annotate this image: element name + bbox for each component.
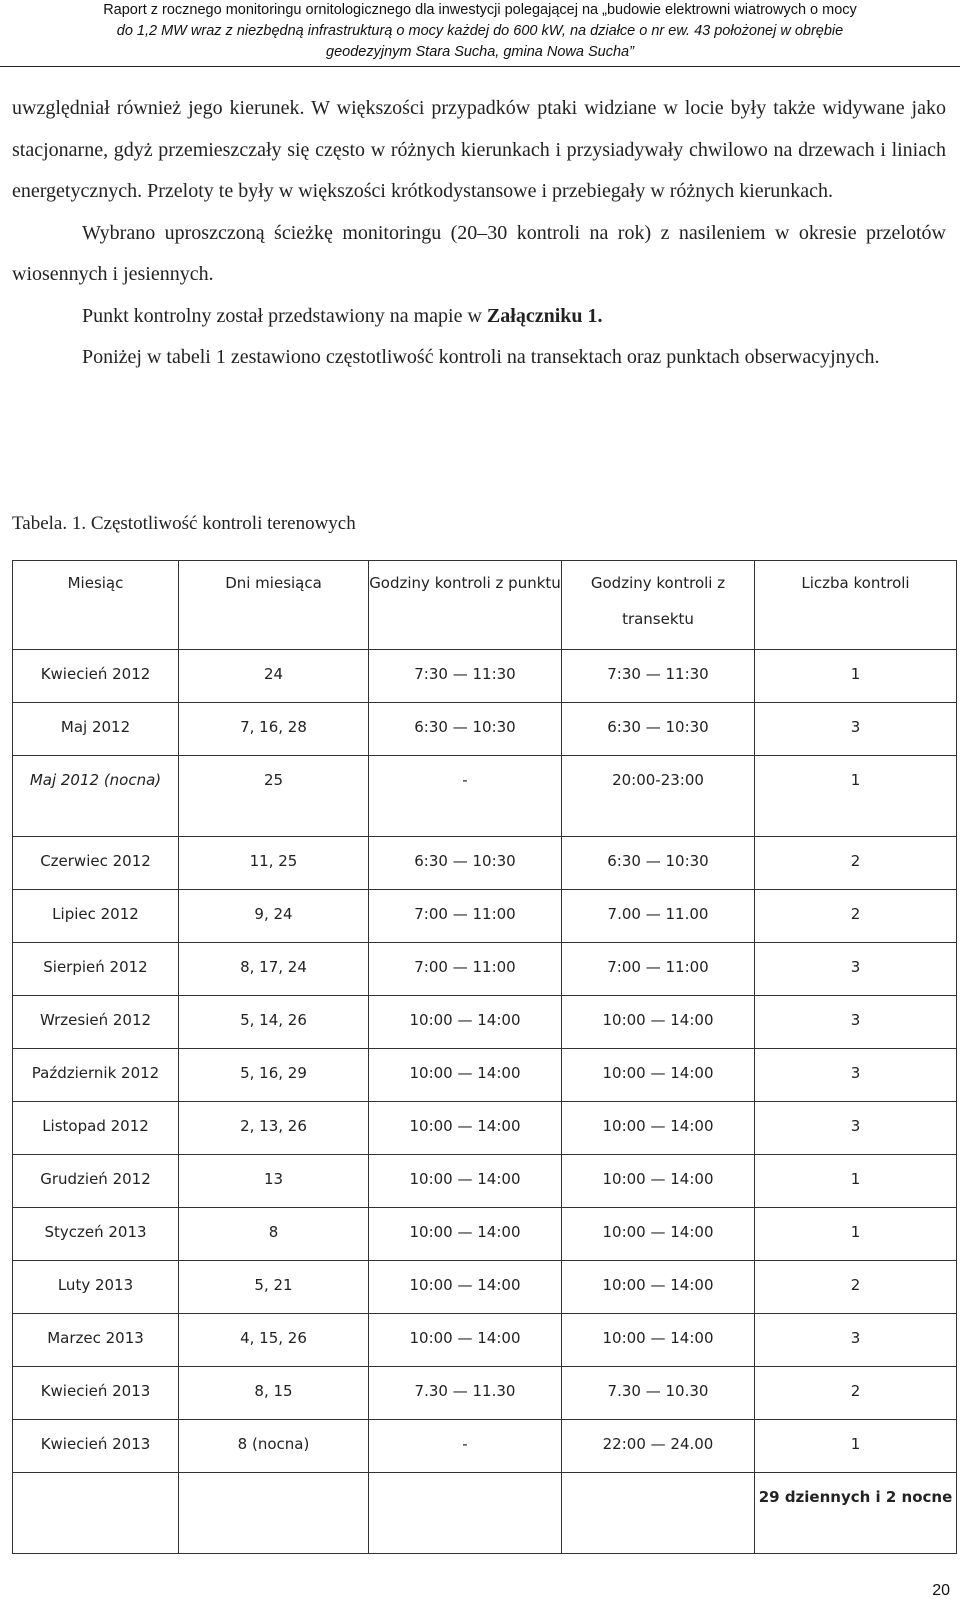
header-hours-point: Godziny kontroli z punktu — [369, 561, 562, 650]
table-caption: Tabela. 1. Częstotliwość kontroli terenowych — [12, 513, 356, 534]
table-row — [13, 1261, 957, 1314]
table-cell: 6:30 — 10:30 — [369, 703, 562, 756]
table-total-row — [13, 1473, 957, 1554]
table-cell: 1 — [755, 1420, 957, 1473]
table-cell: 13 — [179, 1155, 369, 1208]
header-days: Dni miesiąca — [179, 561, 369, 650]
table-row — [13, 1049, 957, 1102]
table-cell: 10:00 — 14:00 — [562, 1208, 755, 1261]
table-cell: 1 — [755, 650, 957, 703]
table-row — [13, 1367, 957, 1420]
table-cell: 10:00 — 14:00 — [562, 1155, 755, 1208]
table-cell: Maj 2012 — [13, 703, 179, 756]
table-cell: 10:00 — 14:00 — [562, 1261, 755, 1314]
table-cell: 10:00 — 14:00 — [369, 1155, 562, 1208]
header-month: Miesiąc — [13, 561, 179, 650]
table-cell: 24 — [179, 650, 369, 703]
table-cell: 7:00 — 11:00 — [369, 943, 562, 996]
table-cell: Sierpień 2012 — [13, 943, 179, 996]
table-cell: 5, 14, 26 — [179, 996, 369, 1049]
table-cell: 5, 21 — [179, 1261, 369, 1314]
table-cell: 3 — [755, 1102, 957, 1155]
table-cell: 3 — [755, 996, 957, 1049]
table-row — [13, 1420, 957, 1473]
table-empty-cell — [562, 1473, 755, 1554]
table-cell: 6:30 — 10:30 — [562, 837, 755, 890]
table-row — [13, 1314, 957, 1367]
header-count: Liczba kontroli — [755, 561, 957, 650]
table-cell: Wrzesień 2012 — [13, 996, 179, 1049]
table-cell: 6:30 — 10:30 — [562, 703, 755, 756]
table-cell: Grudzień 2012 — [13, 1155, 179, 1208]
table-cell: 3 — [755, 1314, 957, 1367]
table-cell: 3 — [755, 703, 957, 756]
table-cell: - — [369, 1420, 562, 1473]
page-header — [0, 0, 960, 67]
table-total-cell: 29 dziennych i 2 nocne — [755, 1473, 957, 1554]
table-row — [13, 1155, 957, 1208]
table-cell: 10:00 — 14:00 — [369, 996, 562, 1049]
header-hours-transect: Godziny kontroli z transektu — [562, 561, 755, 650]
table-cell: 1 — [755, 756, 957, 837]
table-cell: 1 — [755, 1155, 957, 1208]
table-cell: 10:00 — 14:00 — [562, 1314, 755, 1367]
table-cell: - — [369, 756, 562, 837]
table-cell: Lipiec 2012 — [13, 890, 179, 943]
table-cell: 10:00 — 14:00 — [369, 1208, 562, 1261]
table-cell: Marzec 2013 — [13, 1314, 179, 1367]
table-cell: 8 — [179, 1208, 369, 1261]
paragraph-2: Wybrano uproszczoną ścieżkę monitoringu (20–30 kontroli na rok) z nasileniem w okresie przelotów wiosennych i jesiennych. — [12, 221, 946, 285]
table-empty-cell — [179, 1473, 369, 1554]
table-row — [13, 996, 957, 1049]
table-row — [13, 890, 957, 943]
table-cell: 7.00 — 11.00 — [562, 890, 755, 943]
header-line-1: Raport z rocznego monitoringu ornitologicznego dla inwestycji polegającej na „budowie elektrowni wiatrowych o mocy — [103, 2, 857, 18]
table-cell: Październik 2012 — [13, 1049, 179, 1102]
table-cell: 2 — [755, 1367, 957, 1420]
page-number: 20 — [932, 1582, 950, 1599]
table-cell: 7.30 — 11.30 — [369, 1367, 562, 1420]
paragraph-1: uwzględniał również jego kierunek. W większości przypadków ptaki widziane w locie były także widywane jako stacjonarne, gdyż przemieszczały się często w różnych kierunkach i przysiadywały chwilowo na drzewach i liniach energetycznych. Przeloty te były w większości krótkodystansowe i przebiegały w różnych kierunkach. — [12, 97, 946, 202]
paragraph-3 — [12, 296, 946, 338]
header-line-3: geodezyjnym Stara Sucha, gmina Nowa Sucha” — [326, 44, 634, 60]
table-cell: 10:00 — 14:00 — [562, 1102, 755, 1155]
table-cell: 7, 16, 28 — [179, 703, 369, 756]
table-row — [13, 1208, 957, 1261]
table-cell: 7:30 — 11:30 — [562, 650, 755, 703]
table-cell: 22:00 — 24.00 — [562, 1420, 755, 1473]
table-cell: 20:00-23:00 — [562, 756, 755, 837]
table-cell: Listopad 2012 — [13, 1102, 179, 1155]
table-cell: Styczeń 2013 — [13, 1208, 179, 1261]
table-cell: 2 — [755, 1261, 957, 1314]
table-cell: 5, 16, 29 — [179, 1049, 369, 1102]
table-cell: 10:00 — 14:00 — [369, 1314, 562, 1367]
table-cell: 11, 25 — [179, 837, 369, 890]
table-cell: 3 — [755, 943, 957, 996]
table-cell: 10:00 — 14:00 — [562, 996, 755, 1049]
table-cell: 8, 17, 24 — [179, 943, 369, 996]
table-header-row — [13, 561, 957, 650]
table-cell: Kwiecień 2013 — [13, 1420, 179, 1473]
header-line-2: do 1,2 MW wraz z niezbędną infrastrukturą o mocy każdej do 600 kW, na działce o nr ew. 43 położonej w obrębie — [116, 23, 844, 39]
table-cell: 10:00 — 14:00 — [562, 1049, 755, 1102]
table-row — [13, 943, 957, 996]
table-cell: 3 — [755, 1049, 957, 1102]
table-cell: 8, 15 — [179, 1367, 369, 1420]
table-empty-cell — [13, 1473, 179, 1554]
table-cell: 6:30 — 10:30 — [369, 837, 562, 890]
table-cell: 4, 15, 26 — [179, 1314, 369, 1367]
table-row — [13, 1102, 957, 1155]
table-cell: 10:00 — 14:00 — [369, 1102, 562, 1155]
table-row — [13, 756, 957, 837]
table-cell: 7:00 — 11:00 — [369, 890, 562, 943]
table-row — [13, 837, 957, 890]
paragraph-3-text: Punkt kontrolny został przedstawiony na mapie w — [82, 304, 487, 327]
table-cell: Kwiecień 2013 — [13, 1367, 179, 1420]
table-cell: 2 — [755, 837, 957, 890]
table-cell: 10:00 — 14:00 — [369, 1261, 562, 1314]
table-cell: 2, 13, 26 — [179, 1102, 369, 1155]
control-frequency-table — [12, 560, 957, 1554]
table-cell: Maj 2012 (nocna) — [13, 756, 179, 837]
table-cell: 2 — [755, 890, 957, 943]
table-row — [13, 650, 957, 703]
table-cell: 10:00 — 14:00 — [369, 1049, 562, 1102]
table-cell: Luty 2013 — [13, 1261, 179, 1314]
table-cell: 25 — [179, 756, 369, 837]
table-empty-cell — [369, 1473, 562, 1554]
table-cell: 1 — [755, 1208, 957, 1261]
table-cell: 7:30 — 11:30 — [369, 650, 562, 703]
table-cell: 8 (nocna) — [179, 1420, 369, 1473]
paragraph-4: Poniżej w tabeli 1 zestawiono częstotliwość kontroli na transektach oraz punktach obserwacyjnych. — [82, 346, 880, 368]
table-cell: 7.30 — 10.30 — [562, 1367, 755, 1420]
attachment-reference: Załączniku 1. — [486, 304, 603, 327]
table-cell: 9, 24 — [179, 890, 369, 943]
table-row — [13, 703, 957, 756]
table-cell: Czerwiec 2012 — [13, 837, 179, 890]
table-cell: 7:00 — 11:00 — [562, 943, 755, 996]
body-text — [12, 88, 946, 379]
table-cell: Kwiecień 2012 — [13, 650, 179, 703]
